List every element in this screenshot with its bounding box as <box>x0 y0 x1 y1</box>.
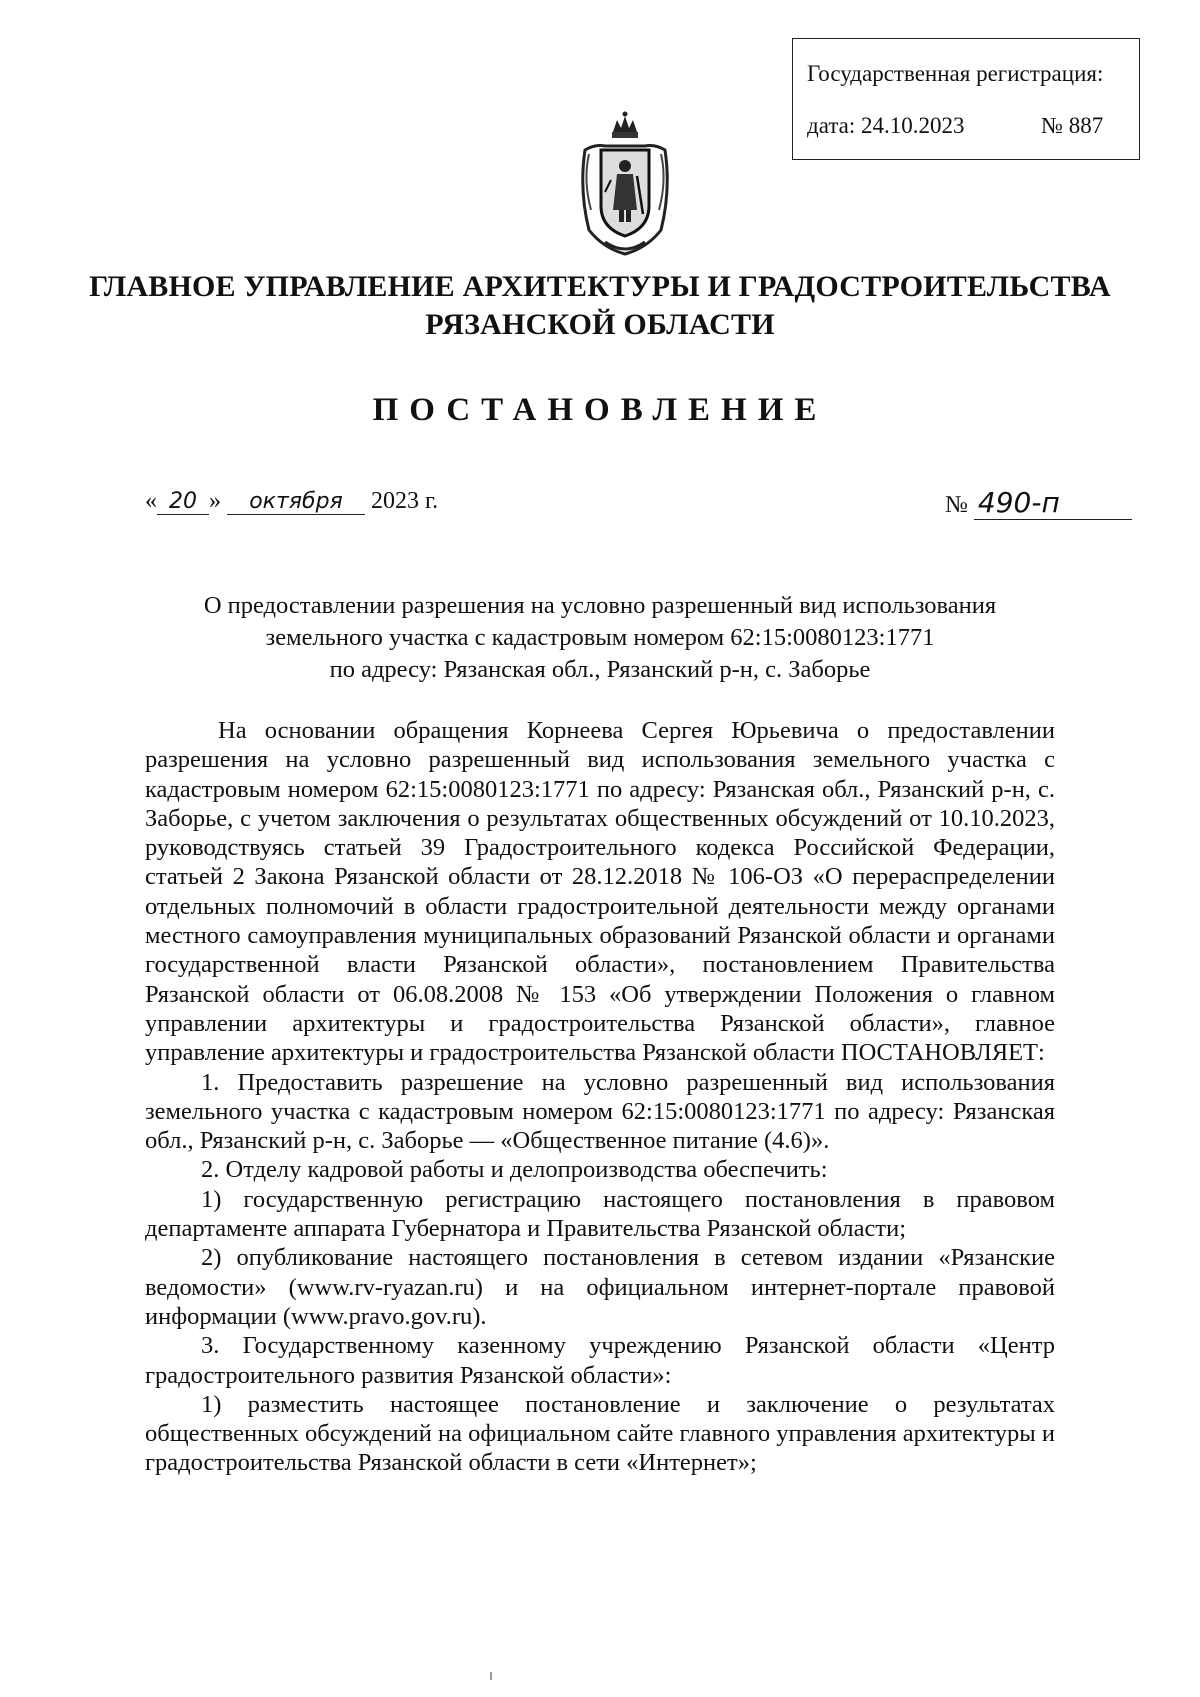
item-2-paragraph: 2. Отделу кадровой работы и делопроизводства обеспечить: <box>201 1156 828 1184</box>
organization-name-line1: ГЛАВНОЕ УПРАВЛЕНИЕ АРХИТЕКТУРЫ И ГРАДОСТРОИТЕЛЬСТВА <box>89 270 1111 303</box>
date-year: 2023 г. <box>371 488 439 514</box>
document-number <box>945 486 1132 520</box>
coat-of-arms-icon <box>575 110 675 260</box>
document-body <box>145 716 1055 1478</box>
number-prefix: № <box>945 492 968 518</box>
item-3-1-paragraph: 1) разместить настоящее постановление и заключение о результатах общественных обсуждений на официальном сайте главного управления архитектуры и градостроительства Рязанской области в сети «Интернет»; <box>145 1390 1055 1477</box>
subject-line1: О предоставлении разрешения на условно разрешенный вид использования <box>203 592 997 619</box>
date-month-handwritten: октября <box>227 489 365 515</box>
registration-date: дата: 24.10.2023 <box>807 113 965 138</box>
number-handwritten: 490-п <box>974 486 1132 520</box>
item-2-2-paragraph: 2) опубликование настоящего постановления в сетевом издании «Рязанские ведомости» (www.rv-ryazan.ru) и на официальном интернет-портале правовой информации (www.pravo.gov.ru). <box>145 1244 1055 1330</box>
subject-line2: земельного участка с кадастровым номером 62:15:0080123:1771 <box>265 624 935 651</box>
item-3-paragraph: 3. Государственному казенному учреждению Рязанской области «Центр градостроительного развития Рязанской области»: <box>145 1332 1055 1389</box>
preamble-paragraph: На основании обращения Корнеева Сергея Юрьевича о предоставлении разрешения на условно разрешенный вид использования земельного участка с кадастровым номером 62:15:0080123:1771 по адресу: Рязанская обл., Рязанский р-н, с. Заборье, с учетом заключения о результатах общественных обсуждений от 10.10.2023, руководствуясь статьей 39 Градостроительного кодекса Российской Федерации, статьей 2 Закона Рязанской области от 28.12.2018 № 106-ОЗ «О перераспределении отдельных полномочий в области градостроительной деятельности между органами местного самоуправления муниципальных образований Рязанской области и органами государственной власти Рязанской области», постановлением Правительства Рязанской области от 06.08.2008 № 153 «Об утверждении Положения о главном управлении архитектуры и градостроительства Рязанской области», главное управление архитектуры и градостроительства Рязанской области ПОСТАНОВЛЯЕТ: <box>145 717 1055 1067</box>
item-2-1-paragraph: 1) государственную регистрацию настоящего постановления в правовом департаменте аппарата Губернатора и Правительства Рязанской области; <box>145 1185 1055 1243</box>
document-type-heading: ПОСТАНОВЛЕНИЕ <box>372 392 828 428</box>
date-open-quote: « <box>145 488 157 514</box>
document-subject <box>160 590 1040 686</box>
registration-title: Государственная регистрация: <box>807 61 1104 86</box>
item-1-paragraph: 1. Предоставить разрешение на условно разрешенный вид использования земельного участка с кадастровым номером 62:15:0080123:1771 по адресу: Рязанская обл., Рязанский р-н, с. Заборье — «Общественное питание (4.6)». <box>145 1068 1055 1155</box>
subject-line3: по адресу: Рязанская обл., Рязанский р-н, с. Заборье <box>329 656 871 683</box>
document-date <box>145 488 438 515</box>
registration-stamp <box>792 38 1140 160</box>
date-day-handwritten: 20 <box>157 489 209 515</box>
organization-name-line2: РЯЗАНСКОЙ ОБЛАСТИ <box>425 308 775 341</box>
date-close-quote: » <box>209 488 221 514</box>
scan-mark <box>490 1672 492 1680</box>
registration-number: № 887 <box>1041 113 1104 138</box>
